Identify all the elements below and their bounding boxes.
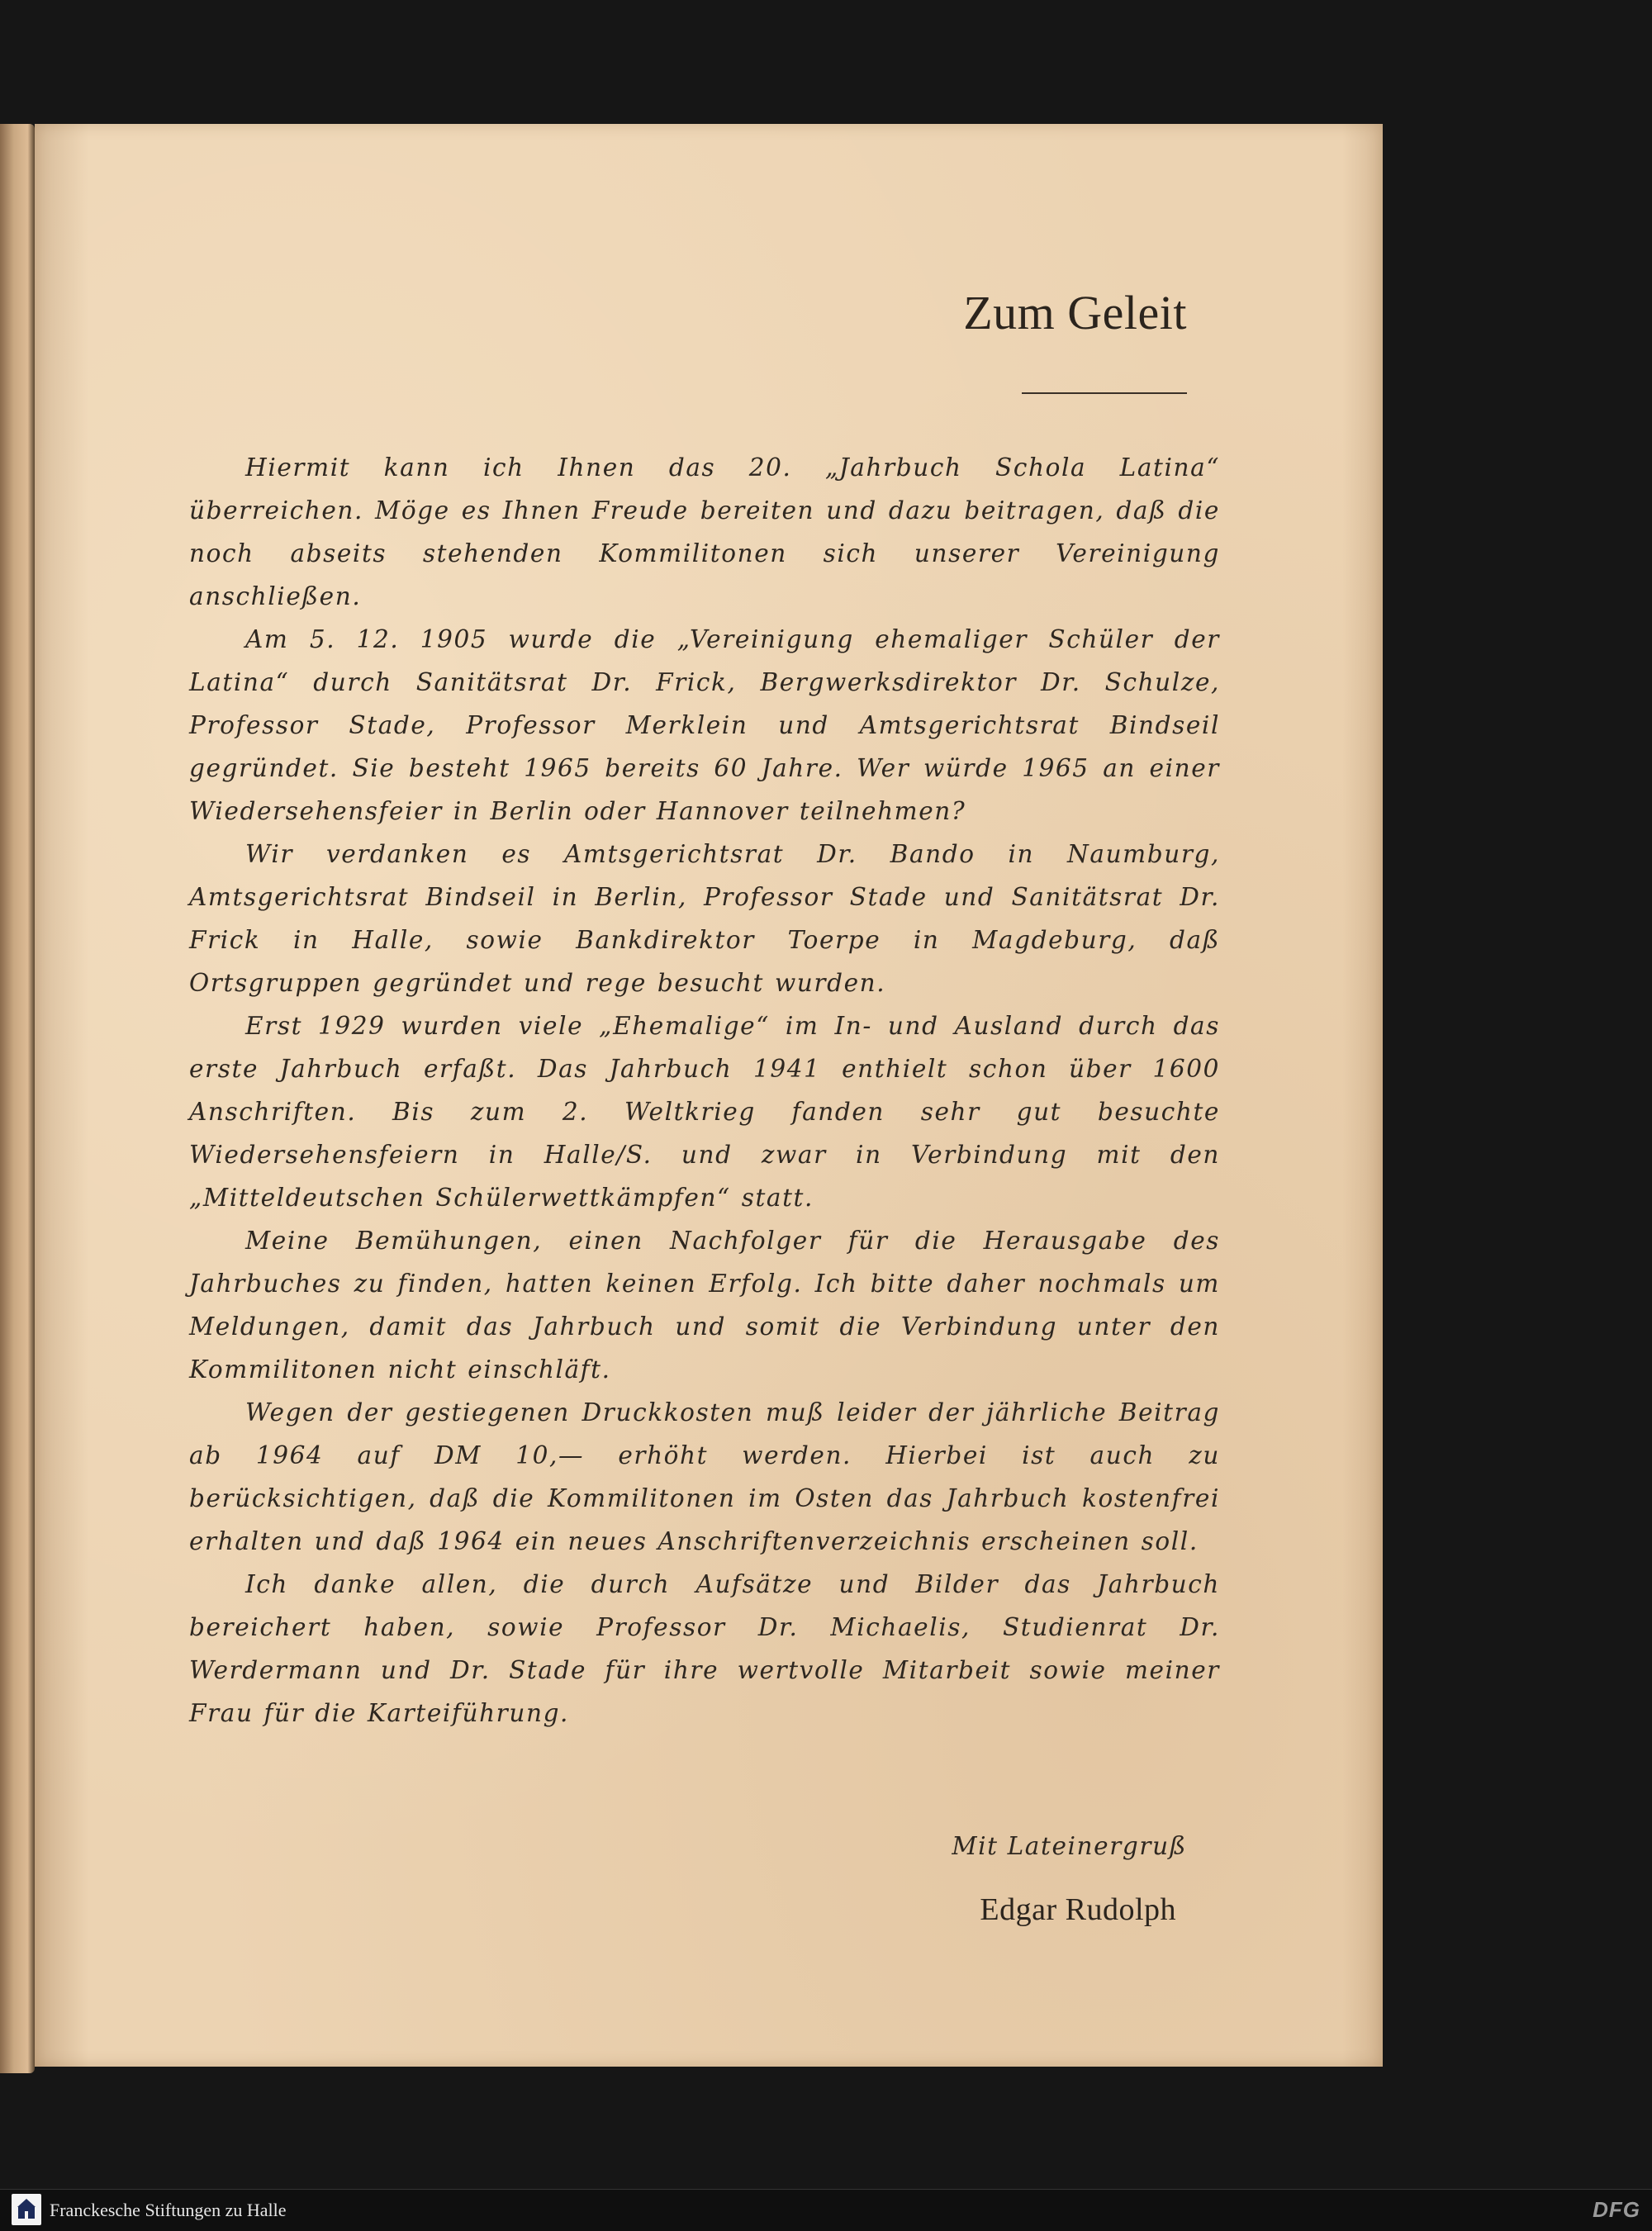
paragraph-7: Ich danke allen, die durch Aufsätze und Bilder das Jahrbuch bereichert haben, sowie Professor Dr. Michaelis, Studienrat Dr. Werdermann und Dr. Stade für ihre wertvolle Mitarbeit sowie meiner Frau für die Karteiführung. <box>189 1570 1220 1727</box>
paragraph-1: Hiermit kann ich Ihnen das 20. „Jahrbuch Schola Latina“ überreichen. Möge es Ihnen Freude bereiten und dazu beitragen, daß die noch abseits stehenden Kommilitonen sich unserer Vereinigung anschließen. <box>189 453 1220 610</box>
page-heading: Zum Geleit <box>963 286 1187 339</box>
footer-institution-label[interactable]: Franckesche Stiftungen zu Halle <box>50 2200 287 2220</box>
paragraph-5: Meine Bemühungen, einen Nachfolger für die Herausgabe des Jahrbuches zu finden, hatten keinen Erfolg. Ich bitte daher nochmals um Meldungen, damit das Jahrbuch und somit die Verbindung unter den Kommilitonen nicht einschläft. <box>189 1227 1220 1384</box>
book-page <box>35 124 1383 2067</box>
building-icon <box>16 2197 37 2222</box>
body-text <box>189 446 1220 1735</box>
left-page-edge <box>0 124 35 2073</box>
heading-rule <box>1022 392 1187 394</box>
paragraph-4: Erst 1929 wurden viele „Ehemalige“ im In- und Ausland durch das erste Jahrbuch erfaßt. Das Jahrbuch 1941 enthielt schon über 1600 Anschriften. Bis zum 2. Weltkrieg fanden sehr gut besuchte Wiedersehensfeiern in Halle/S. und zwar in Verbindung mit den „Mitteldeutschen Schülerwettkämpfen“ statt. <box>189 1012 1220 1212</box>
paragraph-6: Wegen der gestiegenen Druckkosten muß leider der jährliche Beitrag ab 1964 auf DM 10,— erhöht werden. Hierbei ist auch zu berücksichtigen, daß die Kommilitonen im Osten das Jahrbuch kostenfrei erhalten und daß 1964 ein neues Anschriftenverzeichnis erscheinen soll. <box>189 1398 1220 1555</box>
paragraph-3: Wir verdanken es Amtsgerichtsrat Dr. Bando in Naumburg, Amtsgerichtsrat Bindseil in Berlin, Professor Stade und Sanitätsrat Dr. Frick in Halle, sowie Bankdirektor Toerpe in Magdeburg, daß Ortsgruppen gegründet und rege besucht wurden. <box>189 840 1220 997</box>
paragraph-2: Am 5. 12. 1905 wurde die „Vereinigung ehemaliger Schüler der Latina“ durch Sanitätsrat Dr. Frick, Bergwerksdirektor Dr. Schulze, Professor Stade, Professor Merklein und Amtsgerichtsrat Bindseil gegründet. Sie besteht 1965 bereits 60 Jahre. Wer würde 1965 an einer Wiedersehensfeier in Berlin oder Hannover teilnehmen? <box>189 625 1220 825</box>
closing-salutation: Mit Lateinergruß <box>952 1832 1187 1860</box>
franckesche-stiftungen-logo-icon[interactable] <box>12 2194 41 2225</box>
dfg-logo[interactable]: DFG <box>1593 2197 1640 2222</box>
signature-name: Edgar Rudolph <box>980 1892 1176 1927</box>
